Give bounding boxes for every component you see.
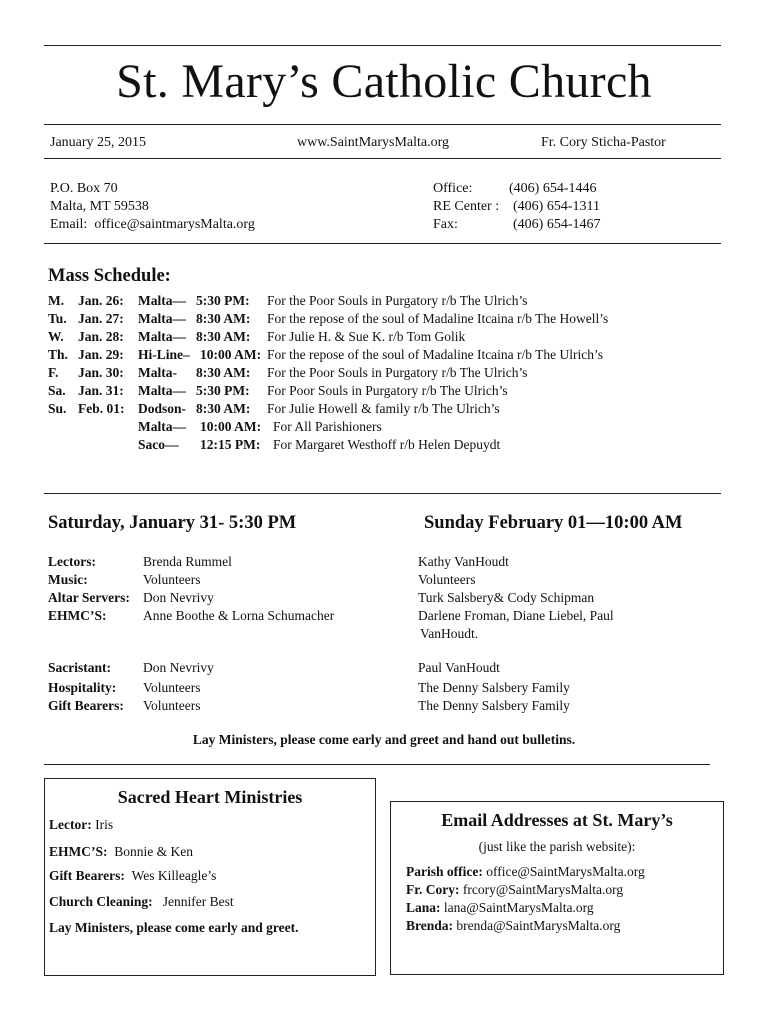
saturday-minister: Anne Boothe & Lorna Schumacher (143, 608, 335, 623)
sh-gift-label: Gift Bearers: (49, 868, 125, 883)
mass-time: 5:30 PM: (196, 293, 250, 308)
mass-intention: For the repose of the soul of Madaline Itcaina r/b The Howell’s (267, 311, 609, 326)
pastor-name: Fr. Cory Sticha-Pastor (541, 135, 666, 150)
sacred-heart-heading: Sacred Heart Ministries (117, 787, 303, 807)
mass-time: 10:00 AM: (200, 347, 262, 362)
email-row (406, 882, 623, 898)
sunday-minister: Darlene Froman, Diane Liebel, Paul (418, 608, 614, 623)
mass-intention: For Julie Howell & family r/b The Ulrich’s (267, 401, 500, 416)
mass-intention: For Poor Souls in Purgatory r/b The Ulrich’s (267, 383, 508, 398)
mass-day: F. (48, 365, 59, 380)
mass-intention: For Julie H. & Sue K. r/b Tom Golik (267, 329, 466, 344)
email-link[interactable]: brenda@SaintMarysMalta.org (456, 918, 621, 933)
email-label: Lana: (406, 900, 441, 915)
mass-place: Malta— (138, 383, 186, 398)
mass-place: Malta— (138, 419, 186, 434)
minister-role: Gift Bearers: (48, 698, 124, 713)
mass-row (48, 401, 728, 418)
mass-row (48, 347, 728, 364)
minister-role: Sacristant: (48, 660, 111, 675)
mass-place: Malta— (138, 329, 186, 344)
sh-note: Lay Ministers, please come early and greet. (49, 920, 299, 935)
mass-time: 8:30 AM: (196, 329, 251, 344)
minister-row (48, 660, 708, 677)
office-phone-line (433, 181, 597, 197)
mass-place: Dodson- (138, 401, 187, 416)
mass-date: Jan. 27: (78, 311, 124, 326)
saturday-minister: Don Nevrivy (143, 660, 214, 675)
sh-gift: Wes Killeagle’s (131, 868, 217, 883)
re-phone: (406) 654-1311 (513, 199, 600, 214)
email-row (406, 918, 620, 934)
email-link[interactable]: office@SaintMarysMalta.org (486, 864, 645, 879)
mass-date: Jan. 30: (78, 365, 124, 380)
city-address: Malta, MT 59538 (50, 199, 149, 214)
sh-lector-line (49, 817, 113, 833)
mass-row (48, 383, 728, 400)
sh-cleaning-label: Church Cleaning: (49, 894, 153, 909)
mass-intention: For the repose of the soul of Madaline Itcaina r/b The Ulrich’s (267, 347, 604, 362)
mass-time: 12:15 PM: (200, 437, 261, 452)
sunday-minister-cont: VanHoudt. (420, 626, 479, 641)
saturday-minister: Volunteers (143, 698, 201, 713)
mass-place: Hi-Line– (138, 347, 190, 362)
mass-intention: For Margaret Westhoff r/b Helen Depuydt (273, 437, 501, 452)
minister-role: Hospitality: (48, 680, 117, 695)
mass-place: Malta— (138, 311, 186, 326)
mass-date: Jan. 31: (78, 383, 124, 398)
minister-row (48, 608, 708, 641)
mass-time: 8:30 AM: (196, 365, 251, 380)
sunday-minister: Kathy VanHoudt (418, 554, 509, 569)
mass-time: 10:00 AM: (200, 419, 262, 434)
minister-row (48, 680, 708, 697)
mass-intention: For the Poor Souls in Purgatory r/b The Ulrich’s (267, 293, 528, 308)
sh-lector: Iris (95, 817, 114, 832)
mass-row (48, 437, 728, 454)
email-box-subheading: (just like the parish website): (478, 839, 636, 854)
email-link[interactable]: lana@SaintMarysMalta.org (443, 900, 594, 915)
sunday-minister: The Denny Salsbery Family (418, 680, 570, 695)
mass-date: Jan. 26: (78, 293, 124, 308)
sh-cleaning-line (49, 894, 234, 910)
mass-time: 8:30 AM: (196, 401, 251, 416)
bulletin-date: January 25, 2015 (50, 135, 147, 150)
office-label: Office: (433, 181, 473, 196)
email-line (50, 217, 255, 233)
email-row (406, 900, 594, 916)
mass-row (48, 365, 728, 382)
re-phone-line (433, 199, 600, 215)
website-link[interactable]: www.SaintMarysMalta.org (297, 135, 450, 150)
minister-row (48, 554, 708, 571)
sh-ehmc: Bonnie & Ken (114, 844, 193, 859)
office-email-link[interactable]: office@saintmarysMalta.org (94, 217, 255, 232)
minister-row (48, 698, 708, 715)
mass-day: Tu. (48, 311, 67, 326)
mass-intention: For the Poor Souls in Purgatory r/b The Ulrich’s (267, 365, 528, 380)
office-phone: (406) 654-1446 (509, 181, 597, 196)
re-label: RE Center : (433, 199, 500, 214)
email-label: Fr. Cory: (406, 882, 460, 897)
email-label: Email: (50, 217, 88, 232)
saturday-minister: Brenda Rummel (143, 554, 232, 569)
mass-place: Malta— (138, 293, 186, 308)
po-box: P.O. Box 70 (50, 181, 118, 196)
sunday-heading: Sunday February 01—10:00 AM (424, 513, 683, 533)
mass-day: Th. (48, 347, 68, 362)
sh-lector-label: Lector: (49, 817, 92, 832)
fax-phone: (406) 654-1467 (513, 217, 601, 232)
mass-day: Su. (48, 401, 67, 416)
minister-row (48, 572, 708, 589)
sh-cleaning: Jennifer Best (162, 894, 234, 909)
email-box-heading: Email Addresses at St. Mary’s (441, 810, 673, 830)
email-addresses-box (390, 801, 724, 975)
mass-date: Jan. 28: (78, 329, 124, 344)
sh-gift-line (49, 868, 216, 884)
page-title: St. Mary’s Catholic Church (116, 55, 652, 108)
mass-time: 8:30 AM: (196, 311, 251, 326)
email-row (406, 864, 645, 880)
saturday-heading: Saturday, January 31- 5:30 PM (48, 513, 297, 533)
sunday-minister: The Denny Salsbery Family (418, 698, 570, 713)
saturday-minister: Volunteers (143, 572, 201, 587)
sunday-minister: Turk Salsbery& Cody Schipman (418, 590, 595, 605)
mass-day: W. (48, 329, 64, 344)
sh-ehmc-line (49, 844, 193, 860)
mass-row (48, 293, 728, 310)
email-label: Parish office: (406, 864, 483, 879)
fax-line (433, 217, 601, 233)
mass-day: Sa. (48, 383, 66, 398)
fax-label: Fax: (433, 217, 458, 232)
mass-row (48, 311, 728, 328)
mass-place: Saco— (138, 437, 179, 452)
mass-date: Feb. 01: (78, 401, 125, 416)
mass-date: Jan. 29: (78, 347, 124, 362)
sh-ehmc-label: EHMC’S: (49, 844, 108, 859)
minister-role: EHMC’S: (48, 608, 107, 623)
minister-role: Music: (48, 572, 88, 587)
minister-role: Altar Servers: (48, 590, 130, 605)
mass-place: Malta- (138, 365, 177, 380)
minister-role: Lectors: (48, 554, 96, 569)
mass-intention: For All Parishioners (273, 419, 382, 434)
email-label: Brenda: (406, 918, 454, 933)
lay-ministers-note: Lay Ministers, please come early and greet and hand out bulletins. (192, 732, 576, 747)
sacred-heart-box (44, 778, 376, 976)
email-link[interactable]: frcory@SaintMarysMalta.org (462, 882, 624, 897)
sunday-minister: Paul VanHoudt (418, 660, 500, 675)
mass-schedule-heading: Mass Schedule: (48, 266, 171, 286)
mass-row (48, 419, 728, 436)
minister-row (48, 590, 708, 607)
sunday-minister: Volunteers (418, 572, 476, 587)
saturday-minister: Volunteers (143, 680, 201, 695)
mass-time: 5:30 PM: (196, 383, 250, 398)
mass-row (48, 329, 728, 346)
saturday-minister: Don Nevrivy (143, 590, 214, 605)
mass-day: M. (48, 293, 65, 308)
